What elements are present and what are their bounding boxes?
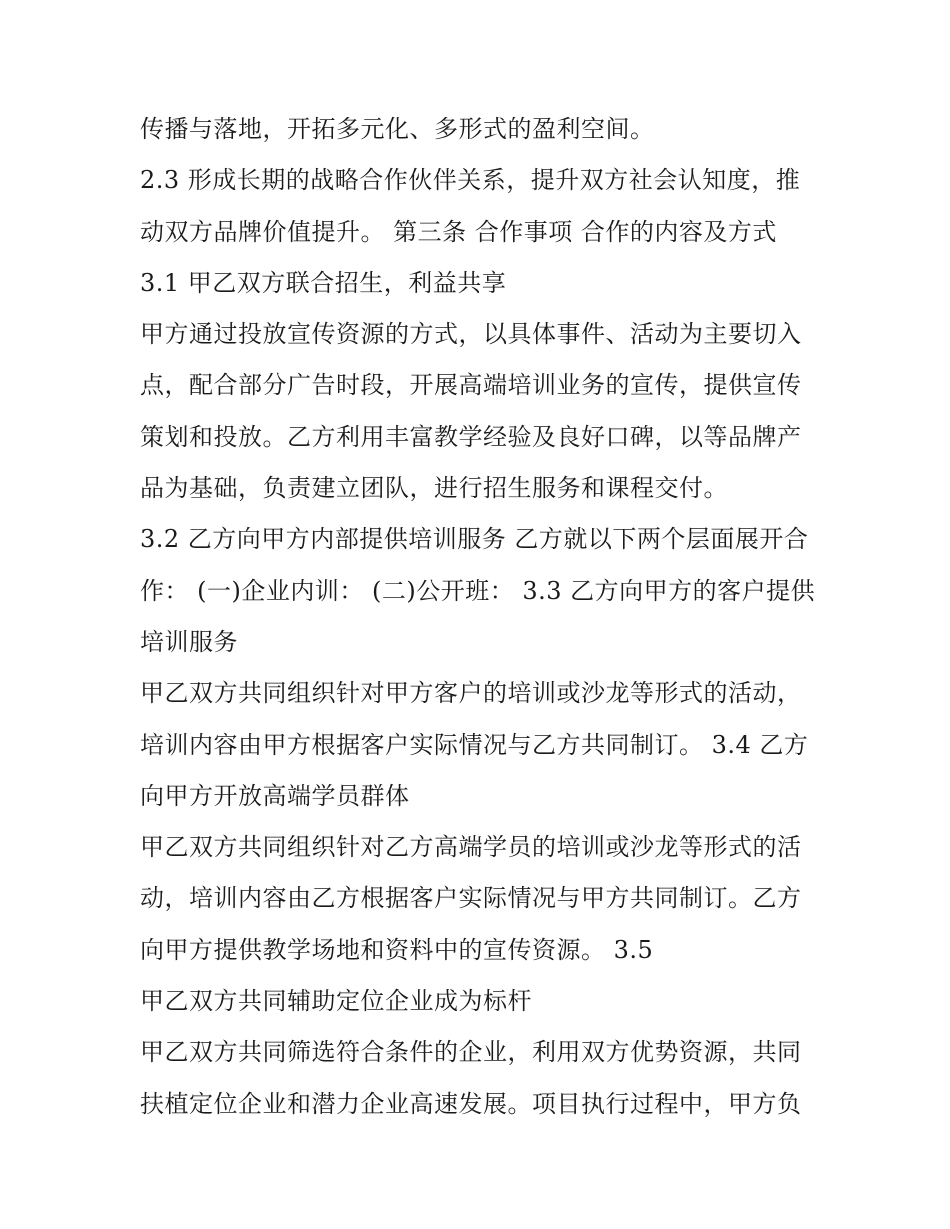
text-line: 甲乙双方共同组织针对甲方客户的培训或沙龙等形式的活动， [140,679,802,708]
text-line: 作： (一)企业内训： (二)公开班： 3.3 乙方向甲方的客户提供 [140,576,816,605]
text-line: 2.3 形成长期的战略合作伙伴关系，提升双方社会认知度，推 [140,166,801,195]
text-line: 向甲方提供教学场地和资料中的宣传资源。 3.5 [140,935,654,964]
text-line: 策划和投放。乙方利用丰富教学经验及良好口碑，以等品牌产 [140,422,802,451]
text-line: 向甲方开放高端学员群体 [140,781,410,810]
text-line: 动，培训内容由乙方根据客户实际情况与甲方共同制订。乙方 [140,884,802,913]
text-line: 甲乙双方共同辅助定位企业成为标杆 [140,987,532,1016]
document-body [140,104,840,1130]
text-line: 甲乙双方共同组织针对乙方高端学员的培训或沙龙等形式的活 [140,833,802,862]
text-line: 动双方品牌价值提升。 第三条 合作事项 合作的内容及方式 [140,217,777,246]
text-line: 培训服务 [140,627,238,656]
text-line: 品为基础，负责建立团队，进行招生服务和课程交付。 [140,474,728,503]
text-line: 3.1 甲乙双方联合招生，利益共享 [140,268,507,297]
text-line: 培训内容由甲方根据客户实际情况与乙方共同制订。 3.4 乙方 [140,730,809,759]
text-line: 甲乙双方共同筛选符合条件的企业，利用双方优势资源，共同 [140,1038,802,1067]
text-line: 甲方通过投放宣传资源的方式，以具体事件、活动为主要切入 [140,320,802,349]
text-line: 扶植定位企业和潜力企业高速发展。项目执行过程中，甲方负 [140,1089,802,1118]
text-line: 3.2 乙方向甲方内部提供培训服务 乙方就以下两个层面展开合 [140,525,809,554]
text-line: 传播与落地，开拓多元化、多形式的盈利空间。 [140,115,655,143]
text-line: 点，配合部分广告时段，开展高端培训业务的宣传，提供宣传 [140,371,802,400]
